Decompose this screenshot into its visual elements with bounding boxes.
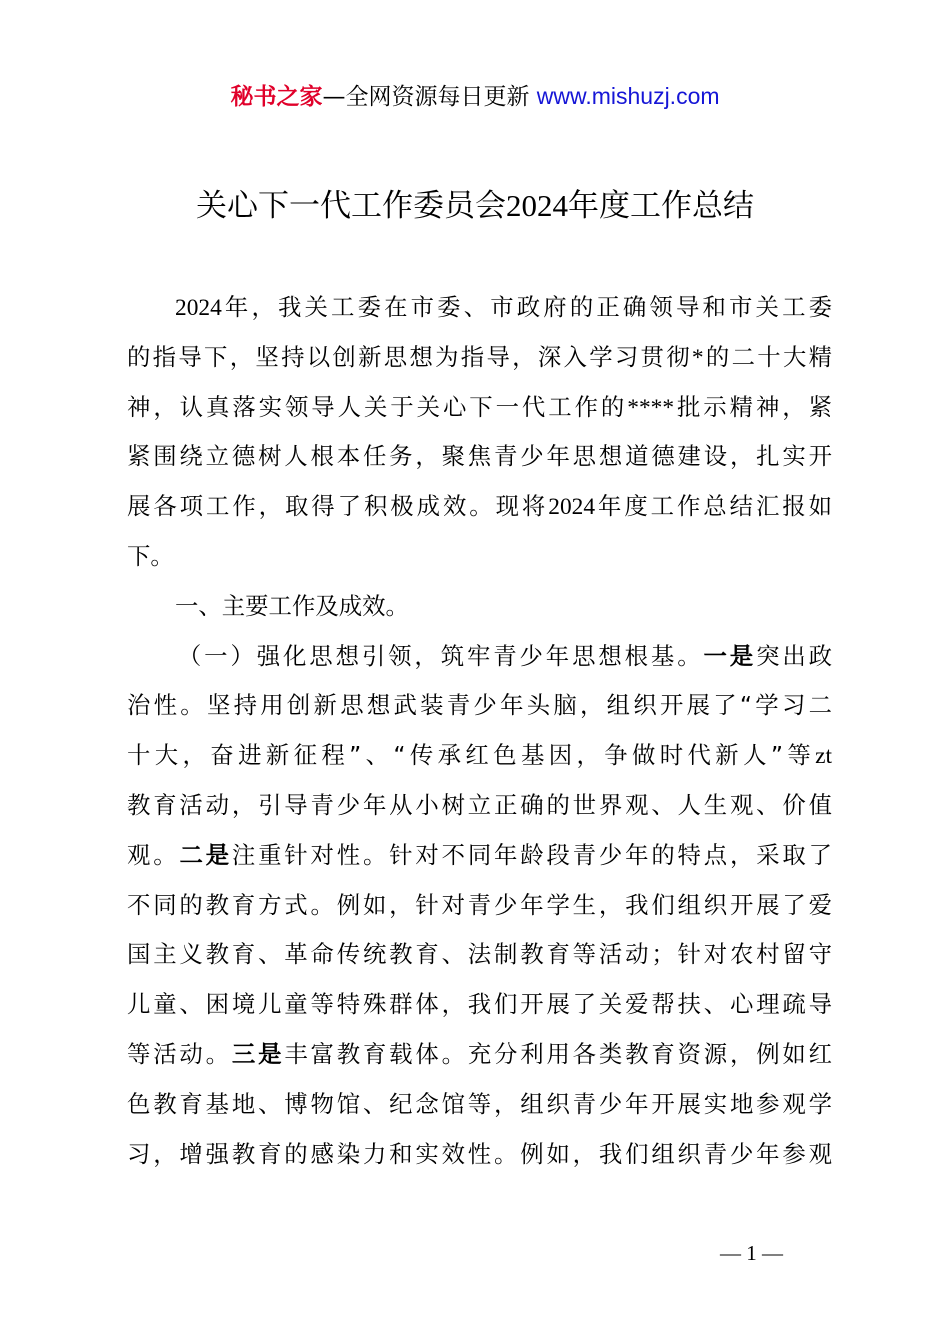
body-line: 教育活动，引导青少年从小树立正确的世界观、人生观、价值 xyxy=(127,790,832,819)
document-body xyxy=(127,283,832,1179)
subsection-line: （一）强化思想引领，筑牢青少年思想根基。一是突出政 xyxy=(175,641,833,670)
body-line: 下。 xyxy=(127,541,174,570)
site-tagline: —全网资源每日更新 xyxy=(322,84,537,110)
document-title xyxy=(0,184,950,228)
site-header xyxy=(0,78,950,115)
body-line: 等活动。三是丰富教育载体。充分利用各类教育资源，例如红 xyxy=(127,1039,833,1068)
body-line: 2024年，我关工委在市委、市政府的正确领导和市关工委 xyxy=(175,293,832,321)
title-prefix: 关心下一代工作委员会 xyxy=(196,188,506,224)
body-line: 国主义教育、革命传统教育、法制教育等活动；针对农村留守 xyxy=(127,940,832,969)
body-line: 色教育基地、博物馆、纪念馆等，组织青少年开展实地参观学 xyxy=(127,1089,832,1118)
body-line: 十大，奋进新征程”、“传承红色基因，争做时代新人”等zt xyxy=(127,741,832,770)
title-suffix: 年度工作总结 xyxy=(568,188,754,224)
page-number: — 1 — xyxy=(720,1241,783,1265)
body-line: 治性。坚持用创新思想武装青少年头脑，组织开展了“学习二 xyxy=(127,691,832,720)
title-year: 2024 xyxy=(506,188,568,223)
body-line: 习，增强教育的感染力和实效性。例如，我们组织青少年参观 xyxy=(127,1139,832,1168)
site-url-link[interactable]: www.mishuzj.com xyxy=(536,83,720,109)
body-line: 儿童、困境儿童等特殊群体，我们开展了关爱帮扶、心理疏导 xyxy=(127,990,832,1019)
site-brand: 秘书之家 xyxy=(230,84,323,110)
section-heading: 一、主要工作及成效。 xyxy=(175,591,409,620)
body-line: 不同的教育方式。例如，针对青少年学生，我们组织开展了爱 xyxy=(127,890,832,919)
point-marker-3: 三是 xyxy=(231,1039,285,1068)
body-line: 观。二是注重针对性。针对不同年龄段青少年的特点，采取了 xyxy=(127,840,833,869)
subsection-heading: （一）强化思想引领，筑牢青少年思想根基。 xyxy=(175,641,704,670)
point-marker-2: 二是 xyxy=(179,840,232,869)
body-line: 的指导下，坚持以创新思想为指导，深入学习贯彻*的二十大精 xyxy=(127,342,833,371)
point-marker-1: 一是 xyxy=(703,641,757,670)
body-line: 神，认真落实领导人关于关心下一代工作的****批示精神，紧 xyxy=(127,392,833,421)
body-line: 紧围绕立德树人根本任务，聚焦青少年思想道德建设，扎实开 xyxy=(127,442,832,471)
body-line: 展各项工作，取得了积极成效。现将2024年度工作总结汇报如 xyxy=(127,492,833,521)
